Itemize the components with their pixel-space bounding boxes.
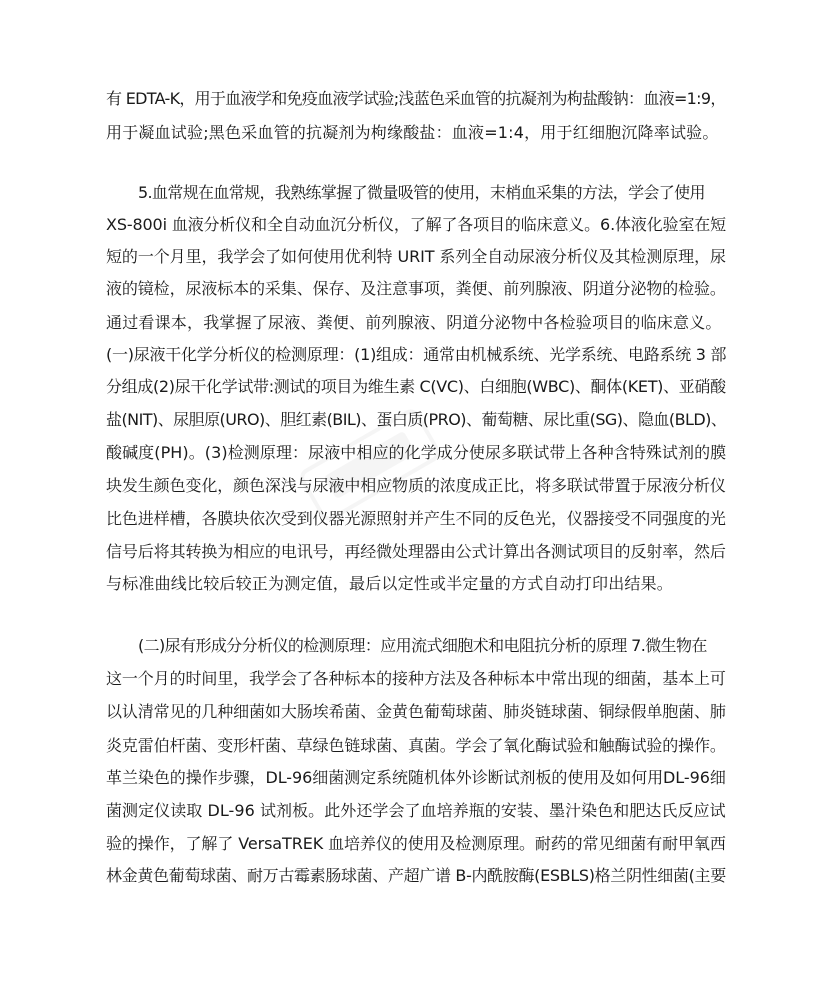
paragraph-2-line-6: (一)尿液干化学分析仪的检测原理：(1)组成：通常由机械系统、光学系统、电路系统 3 部 bbox=[106, 345, 727, 364]
paragraph-2-line-8: 盐(NIT)、尿胆原(URO)、胆红素(BIL)、蛋白质(PRO)、葡萄糖、尿比重(SG)、隐血(BLD)、 bbox=[106, 410, 727, 429]
paragraph-2-line-11: 比色进样槽，各膜块依次受到仪器光源照射并产生不同的反色光，仪器接受不同强度的光 bbox=[106, 509, 726, 528]
paragraph-2-line-2: XS-800i 血液分析仪和全自动血沉分析仪，了解了各项目的临床意义。6.体液化验室在短 bbox=[106, 215, 727, 234]
paragraph-2-line-10: 块发生颜色变化，颜色深浅与尿液中相应物质的浓度成正比，将多联试带置于尿液分析仪 bbox=[106, 476, 726, 495]
paragraph-2-line-5: 通过看课本，我掌握了尿液、粪便、前列腺液、阴道分泌物中各检验项目的临床意义。 bbox=[106, 313, 722, 332]
paragraph-3-line-4: 炎克雷伯杆菌、变形杆菌、草绿色链球菌、真菌。学会了氧化酶试验和触酶试验的操作。 bbox=[106, 736, 726, 755]
paragraph-1-line-2: 用于凝血试验;黑色采血管的抗凝剂为枸缘酸盐：血液=1:4，用于红细胞沉降率试验。 bbox=[106, 123, 719, 142]
paragraph-2-line-13: 与标准曲线比较后较正为测定值，最后以定性或半定量的方式自动打印出结果。 bbox=[106, 574, 674, 593]
paragraph-3-line-8: 林金黄色葡萄球菌、耐万古霉素肠球菌、产超广谱 Β-内酰胺酶(ESBLS)格兰阴性细菌(主要 bbox=[106, 866, 726, 885]
paragraph-3-line-3: 以认清常见的几种细菌如大肠埃希菌、金黄色葡萄球菌、肺炎链球菌、铜绿假单胞菌、肺 bbox=[106, 702, 726, 721]
paragraph-1-line-1: 有 EDTA-K，用于血液学和免疫血液学试验;浅蓝色采血管的抗凝剂为枸盐酸钠：血液=1:9， bbox=[106, 89, 726, 108]
paragraph-3-line-2: 这一个月的时间里，我学会了各种标本的接种方法及各种标本中常出现的细菌，基本上可 bbox=[106, 669, 726, 688]
paragraph-3-line-6: 菌测定仪读取 DL-96 试剂板。此外还学会了血培养瓶的安装、墨汁染色和肥达氏反应试 bbox=[106, 801, 726, 820]
paragraph-2-line-9: 酸碱度(PH)。(3)检测原理：尿液中相应的化学成分使尿多联试带上各种含特殊试剂的膜 bbox=[106, 443, 727, 462]
paragraph-2-line-4: 液的镜检，尿液标本的采集、保存、及注意事项，粪便、前列腺液、阴道分泌物的检验。 bbox=[106, 279, 726, 298]
paragraph-2-line-7: 分组成(2)尿干化学试带:测试的项目为维生素 C(VC)、白细胞(WBC)、酮体(KET)、亚硝酸 bbox=[106, 377, 726, 396]
paragraph-2-line-12: 信号后将其转换为相应的电讯号，再经微处理器由公式计算出各测试项目的反射率，然后 bbox=[106, 542, 726, 561]
paragraph-2-line-3: 短的一个月里，我学会了如何使用优利特 URIT 系列全自动尿液分析仪及其检测原理，尿 bbox=[106, 247, 726, 266]
paragraph-3-line-5: 革兰染色的操作步骤，DL-96细菌测定系统随机体外诊断试剂板的使用及如何用DL-96细 bbox=[106, 768, 726, 787]
paragraph-3-line-7: 验的操作，了解了 VersaTREK 血培养仪的使用及检测原理。耐药的常见细菌有耐甲氧西 bbox=[106, 834, 726, 853]
paragraph-2-line-1: 5.血常规在血常规，我熟练掌握了微量吸管的使用，末梢血采集的方法，学会了使用 bbox=[138, 183, 705, 202]
paragraph-3-line-1: (二)尿有形成分分析仪的检测原理：应用流式细胞术和电阻抗分析的原理 7.微生物在 bbox=[138, 636, 707, 655]
